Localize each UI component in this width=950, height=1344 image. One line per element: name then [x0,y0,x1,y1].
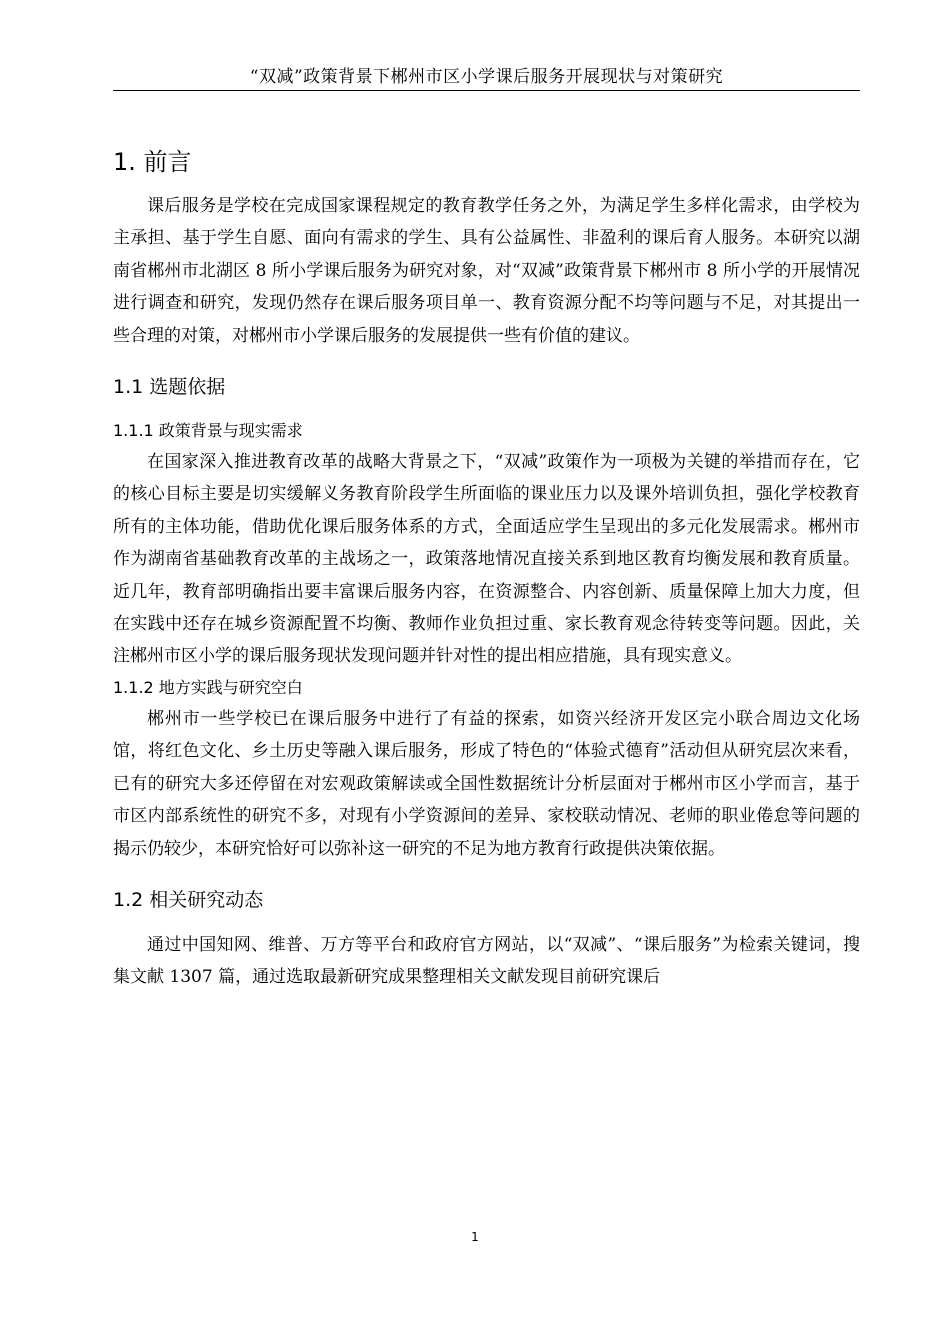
subsection-heading-local-practice: 1.1.2 地方实践与研究空白 [113,677,303,697]
policy-background-paragraph: 在国家深入推进教育改革的战略大背景之下，“双减”政策作为一项极为关键的举措而存在，它的核心目标主要是切实缓解义务教育阶段学生所面临的课业压力以及课外培训负担，强化学校教育所有的主体功能，借助优化课后服务体系的方式，全面适应学生呈现出的多元化发展需求。郴州市作为湖南省基础教育改革的主战场之一，政策落地情况直接关系到地区教育均衡发展和教育质量。近几年，教育部明确指出要丰富课后服务内容，在资源整合、内容创新、质量保障上加大力度，但在实践中还存在城乡资源配置不均衡、教师作业负担过重、家长教育观念待转变等问题。因此，关注郴州市区小学的课后服务现状发现问题并针对性的提出相应措施，具有现实意义。 [113,452,860,667]
header-divider [113,90,860,91]
local-practice-paragraph: 郴州市一些学校已在课后服务中进行了有益的探索，如资兴经济开发区完小联合周边文化场馆，将红色文化、乡土历史等融入课后服务，形成了特色的“体验式德育”活动但从研究层次来看，已有的研究大多还停留在对宏观政策解读或全国性数据统计分析层面对于郴州市区小学而言，基于市区内部系统性的研究不多，对现有小学资源间的差异、家校联动情况、老师的职业倦怠等问题的揭示仍较少，本研究恰好可以弥补这一研究的不足为地方教育行政提供决策依据。 [113,708,860,859]
page-body [113,140,860,994]
page-number: 1 [471,1230,479,1244]
related-research-paragraph: 通过中国知网、维普、万方等平台和政府官方网站，以“双减”、“课后服务”为检索关键词，搜集文献 1307 篇，通过选取最新研究成果整理相关文献发现目前研究课后 [113,934,860,988]
running-header-title: “双减”政策背景下郴州市区小学课后服务开展现状与对策研究 [249,67,724,87]
section-heading-intro: 1. 前言 [113,148,192,176]
intro-paragraph: 课后服务是学校在完成国家课程规定的教育教学任务之外，为满足学生多样化需求，由学校为主承担、基于学生自愿、面向有需求的学生、具有公益属性、非盈利的课后育人服务。本研究以湖南省郴州市北湖区 8 所小学课后服务为研究对象，对“双减”政策背景下郴州市 8 所小学的开展情况进行调查和研究，发现仍然存在课后服务项目单一、教育资源分配不均等问题与不足，对其提出一些合理的对策，对郴州市小学课后服务的发展提供一些有价值的建议。 [113,196,860,346]
section-heading-related-research: 1.2 相关研究动态 [113,888,264,911]
section-heading-topic-basis: 1.1 选题依据 [113,376,226,399]
subsection-heading-policy-background: 1.1.1 政策背景与现实需求 [113,421,303,441]
